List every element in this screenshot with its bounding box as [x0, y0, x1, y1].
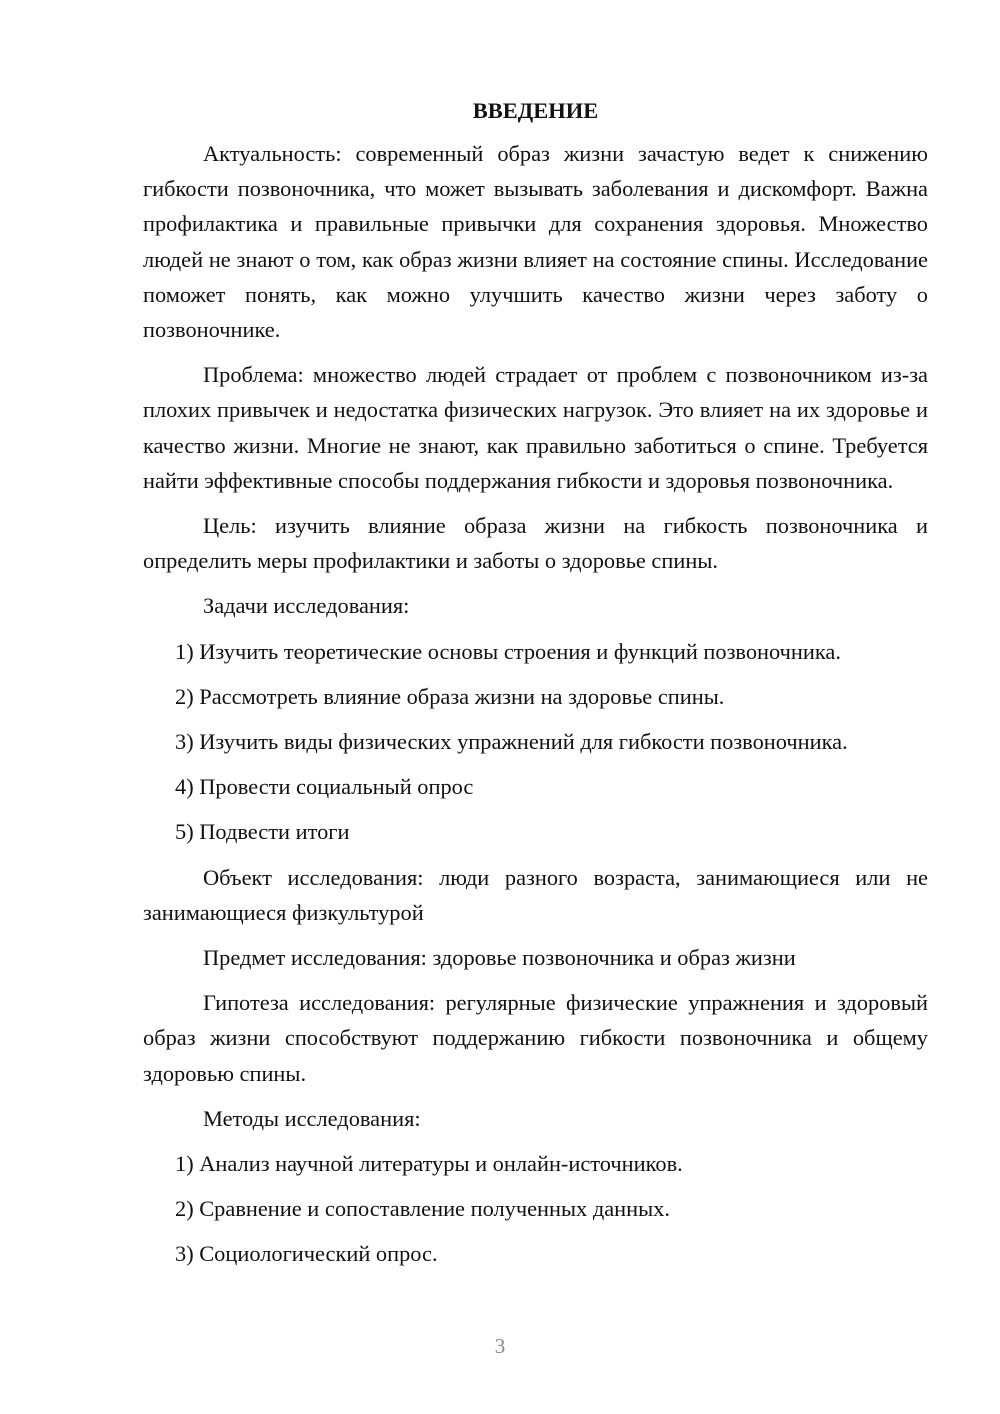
method-item-2: 2) Сравнение и сопоставление полученных данных.: [175, 1196, 670, 1222]
tasks-heading: Задачи исследования:: [203, 593, 410, 619]
hypothesis-paragraph: Гипотеза исследования: регулярные физические упражнения и здоровый образ жизни способствуют поддержанию гибкости позвоночника и общему здоровью спины.: [143, 990, 928, 1086]
method-item-1: 1) Анализ научной литературы и онлайн-источников.: [175, 1151, 683, 1177]
methods-heading: Методы исследования:: [203, 1105, 421, 1131]
problem-paragraph: Проблема: множество людей страдает от проблем с позвоночником из-за плохих привычек и недостатка физических нагрузок. Это влияет на их здоровье и качество жизни. Многие не знают, как правильно заботиться о спине. Требуется найти эффективные способы поддержания гибкости и здоровья позвоночника.: [143, 362, 928, 493]
task-item-5: 5) Подвести итоги: [175, 819, 350, 845]
goal-paragraph: Цель: изучить влияние образа жизни на гибкость позвоночника и определить меры профилактики и заботы о здоровье спины.: [143, 513, 928, 574]
page-title: ВВЕДЕНИЕ: [472, 98, 599, 123]
subject-paragraph: Предмет исследования: здоровье позвоночника и образ жизни: [203, 945, 796, 971]
task-item-1: 1) Изучить теоретические основы строения и функций позвоночника.: [175, 638, 841, 664]
relevance-paragraph: Актуальность: современный образ жизни зачастую ведет к снижению гибкости позвоночника, что может вызывать заболевания и дискомфорт. Важна профилактика и правильные привычки для сохранения здоровья. Множество людей не знают о том, как образ жизни влияет на состояние спины. Исследование поможет понять, как можно улучшить качество жизни через заботу о позвоночнике.: [143, 141, 928, 343]
document-page: [143, 96, 928, 1282]
task-item-3: 3) Изучить виды физических упражнений для гибкости позвоночника.: [175, 729, 848, 755]
task-item-2: 2) Рассмотреть влияние образа жизни на здоровье спины.: [175, 683, 725, 709]
task-item-4: 4) Провести социальный опрос: [175, 774, 474, 800]
object-paragraph: Объект исследования: люди разного возраста, занимающиеся или не занимающиеся физкультурой: [143, 864, 928, 925]
method-item-3: 3) Социологический опрос.: [175, 1241, 438, 1267]
page-number: 3: [494, 1334, 506, 1358]
